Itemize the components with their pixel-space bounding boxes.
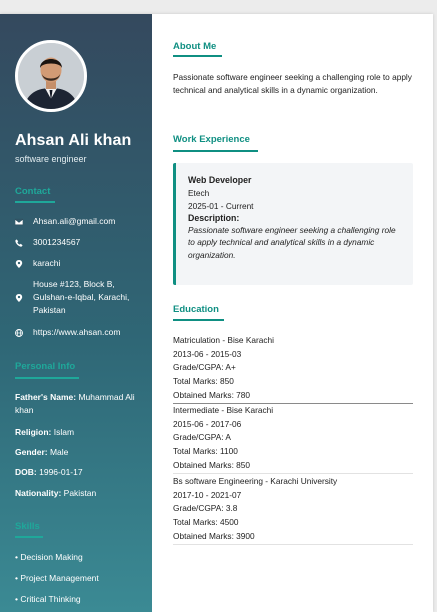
education-entry (173, 334, 413, 404)
profile-role: software engineer (15, 154, 87, 164)
profile-photo (18, 43, 84, 109)
education-divider (173, 473, 413, 474)
education-heading: Education (173, 304, 219, 315)
skill-item: • Critical Thinking (15, 594, 81, 604)
education-heading-rule (173, 319, 224, 321)
info-father: Father's Name: Muhammad Ali khan (15, 392, 135, 415)
info-nationality: Nationality: Pakistan (15, 488, 97, 498)
contact-phone: 3001234567 (15, 236, 140, 249)
personal-heading-rule (15, 377, 79, 379)
education-grade: Grade/CGPA: 3.8 (173, 503, 238, 514)
about-heading: About Me (173, 41, 217, 52)
main-content (152, 14, 433, 612)
education-period: 2013-06 - 2015-03 (173, 348, 242, 359)
about-text: Passionate software engineer seeking a challenging role to apply technical and analytical skills in a dynamic organization. (173, 72, 412, 95)
work-heading: Work Experience (173, 134, 250, 145)
job-title: Web Developer (188, 175, 252, 185)
education-obtained: Obtained Marks: 850 (173, 459, 251, 470)
job-company: Etech (188, 188, 210, 199)
avatar (15, 40, 87, 112)
education-degree: Bs software Engineering - Karachi University (173, 476, 338, 486)
work-experience-card (173, 163, 413, 285)
location-icon (15, 278, 33, 317)
contact-email: Ahsan.ali@gmail.com (15, 215, 140, 228)
location-icon (15, 257, 33, 270)
contact-website (15, 326, 140, 339)
globe-icon (15, 326, 33, 339)
contact-city: karachi (15, 257, 140, 270)
education-total: Total Marks: 1100 (173, 446, 238, 457)
resume-page (0, 14, 433, 612)
education-entry (173, 475, 413, 545)
education-period: 2017-10 - 2021-07 (173, 489, 242, 500)
contact-address: House #123, Block B, Gulshan-e-Iqbal, Karachi, Pakistan (15, 278, 140, 317)
email-icon (15, 215, 33, 228)
education-obtained: Obtained Marks: 780 (173, 389, 251, 400)
education-period: 2015-06 - 2017-06 (173, 418, 242, 429)
personal-heading: Personal Info (15, 361, 76, 372)
contact-heading: Contact (15, 186, 51, 197)
job-period: 2025-01 - Current (188, 200, 254, 211)
education-degree: Intermediate - Bise Karachi (173, 405, 274, 415)
skill-item: • Project Management (15, 573, 99, 583)
education-total: Total Marks: 4500 (173, 517, 239, 528)
info-gender: Gender: Male (15, 447, 69, 457)
education-degree: Matriculation - Bise Karachi (173, 335, 274, 345)
education-obtained: Obtained Marks: 3900 (173, 530, 255, 541)
education-divider (173, 544, 413, 545)
phone-icon (15, 236, 33, 249)
education-grade: Grade/CGPA: A+ (173, 362, 236, 373)
education-entry (173, 404, 413, 474)
info-religion: Religion: Islam (15, 427, 75, 437)
contact-heading-rule (15, 201, 55, 203)
website-link[interactable]: https://www.ahsan.com (33, 327, 121, 337)
about-heading-rule (173, 55, 222, 57)
skills-heading: Skills (15, 521, 40, 532)
job-description-heading: Description: (188, 212, 240, 223)
education-total: Total Marks: 850 (173, 376, 234, 387)
info-dob: DOB: 1996-01-17 (15, 467, 83, 477)
skill-item: • Decision Making (15, 552, 83, 562)
job-description: Passionate software engineer seeking a challenging role to apply technical and analytical skills in a dynamic organization. (188, 225, 396, 260)
education-grade: Grade/CGPA: A (173, 432, 231, 443)
profile-name: Ahsan Ali khan (15, 132, 132, 149)
work-heading-rule (173, 150, 258, 152)
sidebar (0, 14, 152, 612)
skills-heading-rule (15, 536, 43, 538)
